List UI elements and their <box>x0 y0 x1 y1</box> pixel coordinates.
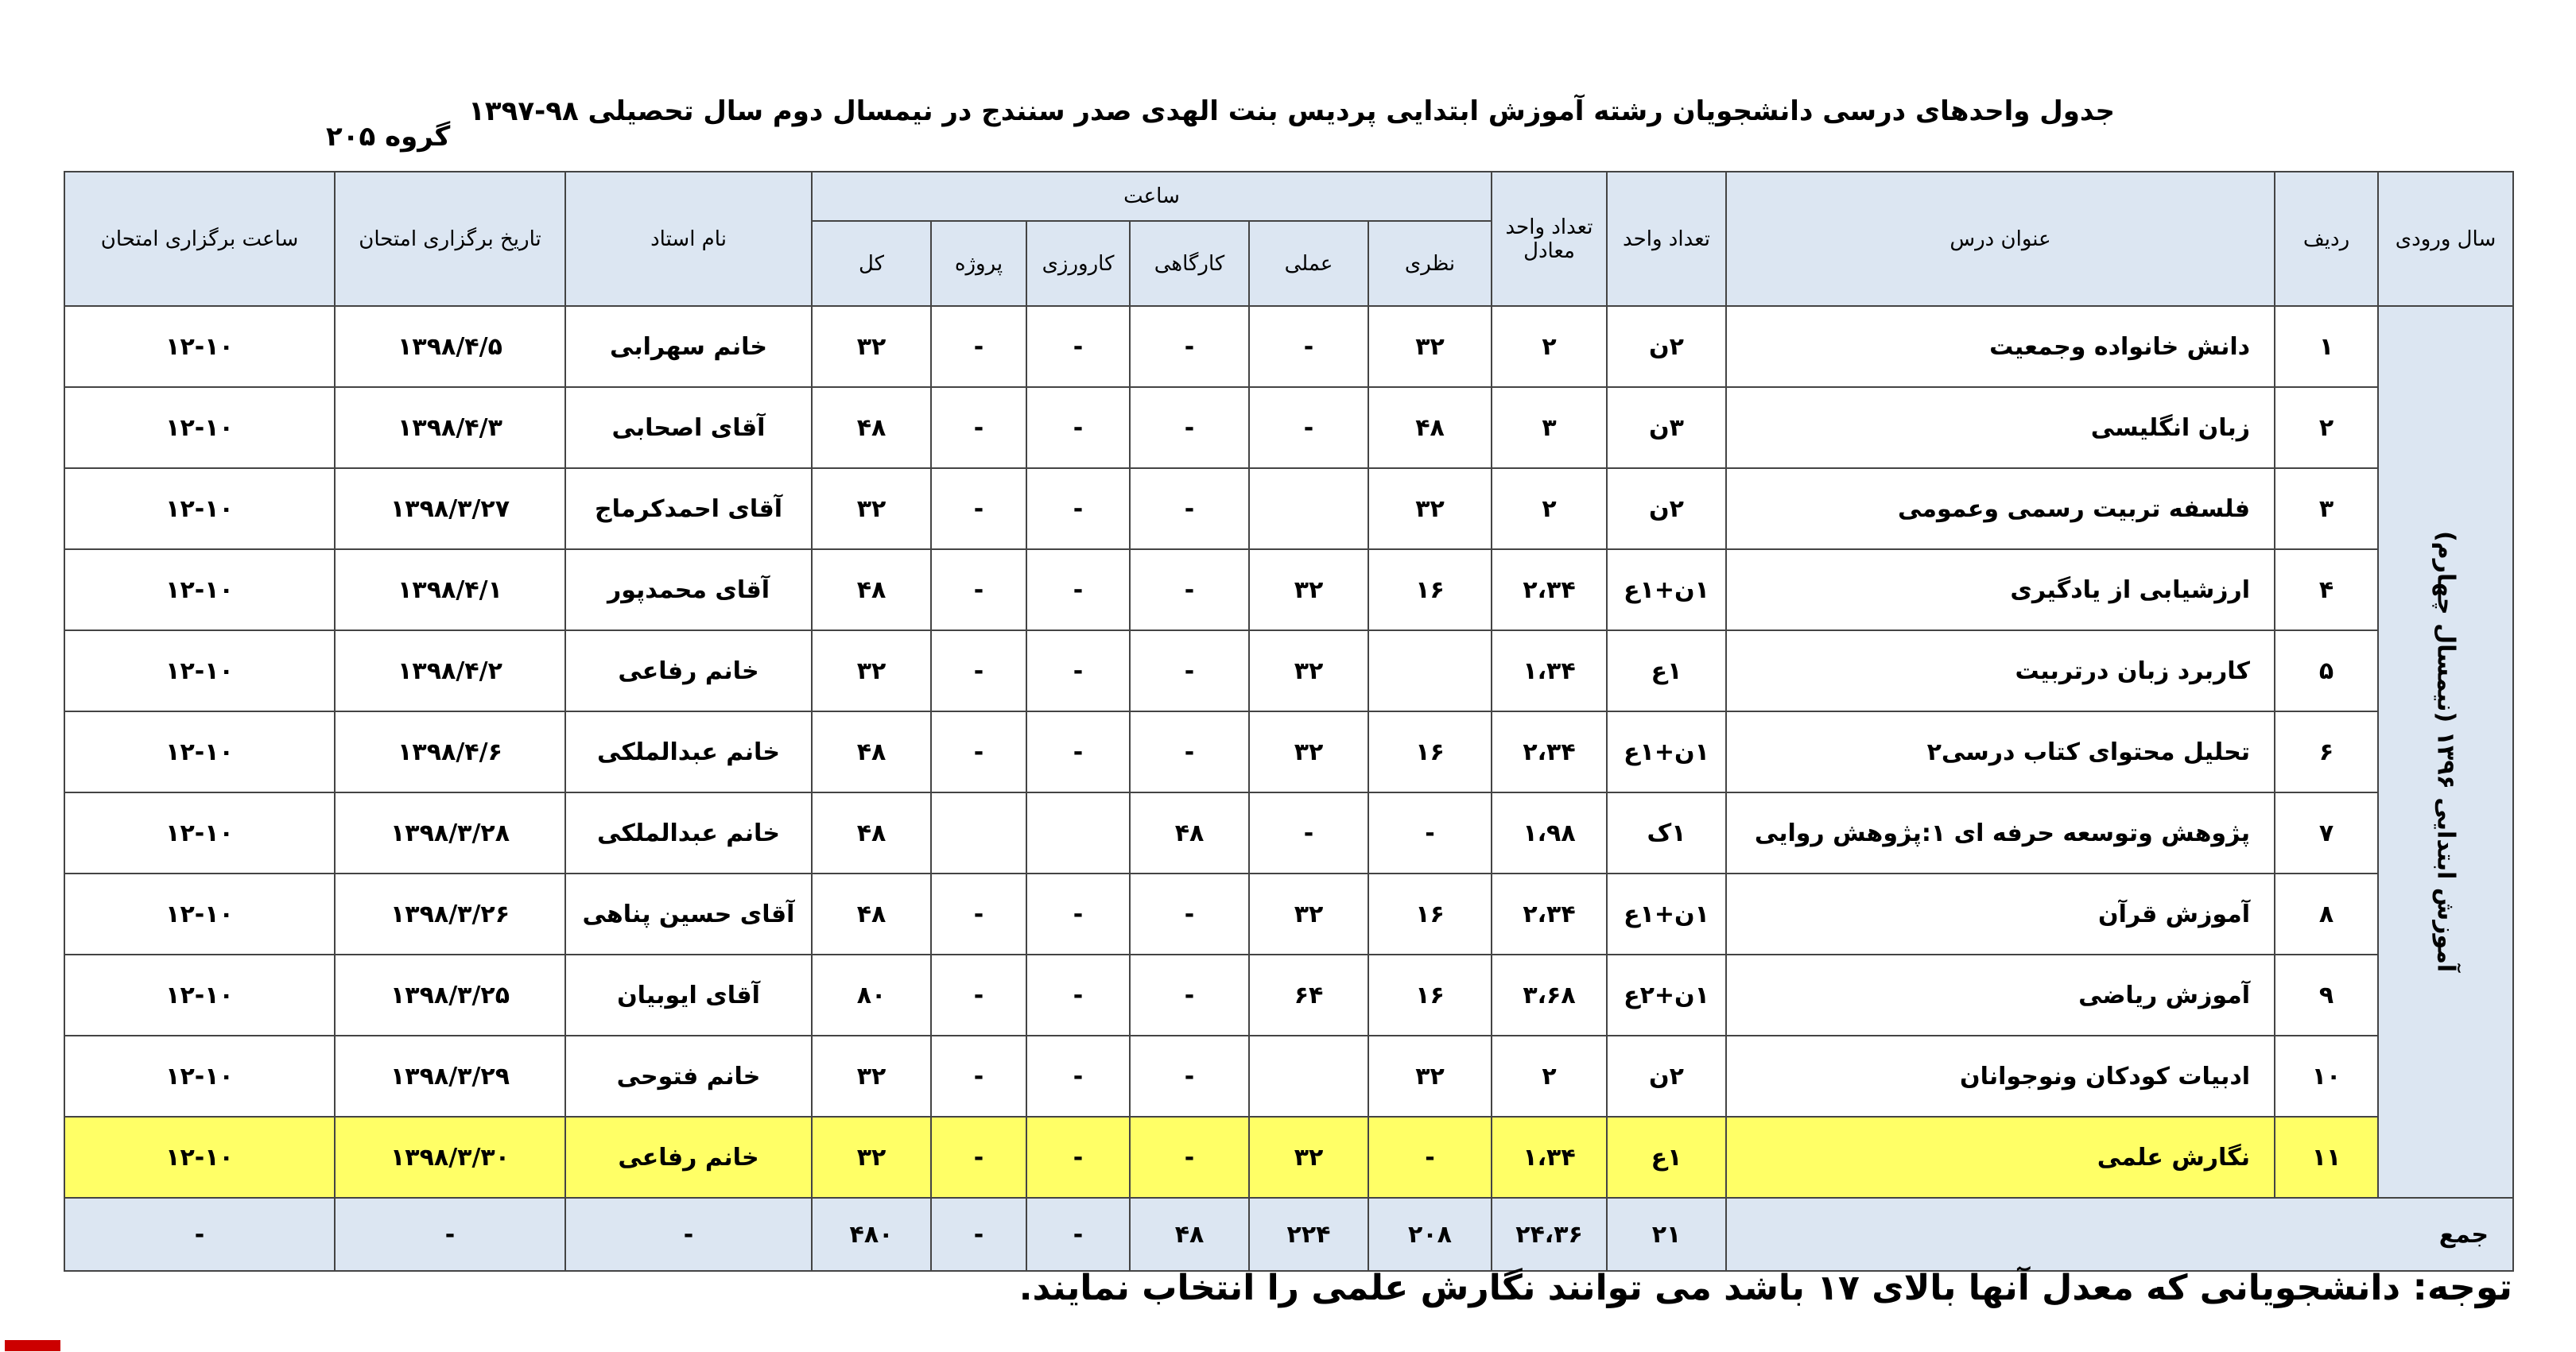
site-logo <box>5 1340 60 1351</box>
units-eq: ۲ <box>1492 1036 1607 1117</box>
course-title: نگارش علمی <box>1726 1117 2275 1198</box>
practical-hours: ۳۲ <box>1249 549 1368 630</box>
units: ۱ک <box>1607 792 1726 874</box>
exam-date: ۱۳۹۸/۴/۱ <box>335 549 565 630</box>
teacher-name: خانم رفاعی <box>565 630 812 711</box>
total-hours: ۸۰ <box>812 955 931 1036</box>
total-hours: ۳۲ <box>812 306 931 387</box>
page-title: جدول واحدهای درسی دانشجویان رشته آموزش ابتدایی پردیس بنت الهدی صدر سنندج در نیمسال دوم سال تحصیلی ۹۸-۱۳۹۷ <box>468 95 2115 127</box>
schedule-table <box>64 171 2514 1272</box>
exam-time: ۱۲-۱۰ <box>64 874 335 955</box>
internship-hours: - <box>1026 387 1130 468</box>
exam-date: ۱۳۹۸/۳/۳۰ <box>335 1117 565 1198</box>
course-title: فلسفه تربیت رسمی وعمومی <box>1726 468 2275 549</box>
course-title: ادبیات کودکان ونوجوانان <box>1726 1036 2275 1117</box>
internship-hours: - <box>1026 1036 1130 1117</box>
total-units: ۲۱ <box>1607 1198 1726 1271</box>
total-hours: ۴۸ <box>812 387 931 468</box>
exam-date: ۱۳۹۸/۳/۲۸ <box>335 792 565 874</box>
project-hours: - <box>931 387 1026 468</box>
internship-hours: - <box>1026 874 1130 955</box>
exam-time: ۱۲-۱۰ <box>64 549 335 630</box>
workshop-hours: - <box>1130 387 1249 468</box>
total-internship: - <box>1026 1198 1130 1271</box>
exam-time: ۱۲-۱۰ <box>64 387 335 468</box>
internship-hours: - <box>1026 630 1130 711</box>
workshop-hours: - <box>1130 955 1249 1036</box>
exam-time: ۱۲-۱۰ <box>64 468 335 549</box>
internship-hours: - <box>1026 1117 1130 1198</box>
course-title: دانش خانواده وجمعیت <box>1726 306 2275 387</box>
practical-hours: - <box>1249 792 1368 874</box>
practical-hours: - <box>1249 387 1368 468</box>
header-hours: ساعت <box>812 172 1492 221</box>
units-eq: ۳،۶۸ <box>1492 955 1607 1036</box>
units: ۱ع <box>1607 1117 1726 1198</box>
units-eq: ۲،۳۴ <box>1492 874 1607 955</box>
row-number: ۸ <box>2275 874 2378 955</box>
row-number: ۹ <box>2275 955 2378 1036</box>
header-units-eq: تعداد واحد معادل <box>1492 172 1607 306</box>
exam-date: ۱۳۹۸/۴/۳ <box>335 387 565 468</box>
practical-hours <box>1249 1036 1368 1117</box>
workshop-hours: - <box>1130 630 1249 711</box>
theory-hours: ۱۶ <box>1368 711 1492 792</box>
table-row <box>64 549 2513 630</box>
exam-date: ۱۳۹۸/۳/۲۷ <box>335 468 565 549</box>
header-theory: نظری <box>1368 221 1492 306</box>
totals-label: جمع <box>1726 1198 2513 1271</box>
workshop-hours: - <box>1130 874 1249 955</box>
note-text: دانشجویانی که معدل آنها بالای ۱۷ باشد می توانند نگارش علمی را انتخاب نمایند. <box>1018 1268 2401 1308</box>
total-total: ۴۸۰ <box>812 1198 931 1271</box>
exam-time: ۱۲-۱۰ <box>64 1036 335 1117</box>
teacher-name: آقای حسین پناهی <box>565 874 812 955</box>
header-units: تعداد واحد <box>1607 172 1726 306</box>
project-hours: - <box>931 711 1026 792</box>
header-practical: عملی <box>1249 221 1368 306</box>
total-time: - <box>64 1198 335 1271</box>
project-hours: - <box>931 468 1026 549</box>
table-row <box>64 874 2513 955</box>
theory-hours: ۱۶ <box>1368 549 1492 630</box>
course-title: ارزشیابی از یادگیری <box>1726 549 2275 630</box>
total-date: - <box>335 1198 565 1271</box>
entry-year-label: آموزش ابتدایی ۱۳۹۶ (نیمسال چهارم) <box>2431 531 2460 973</box>
theory-hours: ۳۲ <box>1368 1036 1492 1117</box>
units-eq: ۲،۳۴ <box>1492 549 1607 630</box>
units-eq: ۳ <box>1492 387 1607 468</box>
row-number: ۱۱ <box>2275 1117 2378 1198</box>
workshop-hours: - <box>1130 1117 1249 1198</box>
units-eq: ۱،۳۴ <box>1492 1117 1607 1198</box>
row-number: ۷ <box>2275 792 2378 874</box>
total-teacher: - <box>565 1198 812 1271</box>
row-number: ۵ <box>2275 630 2378 711</box>
units-eq: ۲ <box>1492 468 1607 549</box>
teacher-name: خانم عبدالملکی <box>565 792 812 874</box>
totals-row <box>64 1198 2513 1271</box>
internship-hours: - <box>1026 468 1130 549</box>
teacher-name: خانم فتوحی <box>565 1036 812 1117</box>
units-eq: ۲ <box>1492 306 1607 387</box>
total-hours: ۴۸ <box>812 711 931 792</box>
units: ۱ن+۱ع <box>1607 549 1726 630</box>
entry-year-cell <box>2378 306 2513 1198</box>
units: ۲ن <box>1607 468 1726 549</box>
table-row <box>64 955 2513 1036</box>
units: ۱ن+۱ع <box>1607 874 1726 955</box>
header-course: عنوان درس <box>1726 172 2275 306</box>
header-year: سال ورودی <box>2378 172 2513 306</box>
units-eq: ۲،۳۴ <box>1492 711 1607 792</box>
exam-time: ۱۲-۱۰ <box>64 1117 335 1198</box>
header-project: پروژه <box>931 221 1026 306</box>
project-hours <box>931 792 1026 874</box>
total-hours: ۴۸ <box>812 874 931 955</box>
note <box>1019 1264 2512 1311</box>
row-number: ۲ <box>2275 387 2378 468</box>
header-workshop: کارگاهی <box>1130 221 1249 306</box>
exam-time: ۱۲-۱۰ <box>64 630 335 711</box>
table-row <box>64 630 2513 711</box>
workshop-hours: - <box>1130 468 1249 549</box>
practical-hours: - <box>1249 306 1368 387</box>
teacher-name: آقای اصحابی <box>565 387 812 468</box>
theory-hours: - <box>1368 1117 1492 1198</box>
teacher-name: آقای محمدپور <box>565 549 812 630</box>
header-total: کل <box>812 221 931 306</box>
units: ۳ن <box>1607 387 1726 468</box>
theory-hours: - <box>1368 792 1492 874</box>
project-hours: - <box>931 306 1026 387</box>
practical-hours: ۳۲ <box>1249 874 1368 955</box>
practical-hours: ۳۲ <box>1249 711 1368 792</box>
total-workshop: ۴۸ <box>1130 1198 1249 1271</box>
exam-date: ۱۳۹۸/۴/۲ <box>335 630 565 711</box>
internship-hours: - <box>1026 549 1130 630</box>
header-exam-time: ساعت برگزاری امتحان <box>64 172 335 306</box>
total-hours: ۴۸ <box>812 549 931 630</box>
table-row <box>64 468 2513 549</box>
project-hours: - <box>931 549 1026 630</box>
internship-hours: - <box>1026 955 1130 1036</box>
workshop-hours: ۴۸ <box>1130 792 1249 874</box>
theory-hours: ۴۸ <box>1368 387 1492 468</box>
practical-hours: ۳۲ <box>1249 1117 1368 1198</box>
total-hours: ۳۲ <box>812 1036 931 1117</box>
theory-hours: ۳۲ <box>1368 306 1492 387</box>
course-title: تحلیل محتوای کتاب درسی۲ <box>1726 711 2275 792</box>
header-exam-date: تاریخ برگزاری امتحان <box>335 172 565 306</box>
table-row <box>64 306 2513 387</box>
course-title: آموزش قرآن <box>1726 874 2275 955</box>
total-practical: ۲۲۴ <box>1249 1198 1368 1271</box>
table-row <box>64 792 2513 874</box>
units: ۱ن+۲ع <box>1607 955 1726 1036</box>
total-project: - <box>931 1198 1026 1271</box>
workshop-hours: - <box>1130 549 1249 630</box>
row-number: ۴ <box>2275 549 2378 630</box>
project-hours: - <box>931 955 1026 1036</box>
header-row: ردیف <box>2275 172 2378 306</box>
units: ۲ن <box>1607 1036 1726 1117</box>
units: ۱ن+۱ع <box>1607 711 1726 792</box>
total-eq: ۲۴،۳۶ <box>1492 1198 1607 1271</box>
table-row <box>64 1036 2513 1117</box>
table-row <box>64 1117 2513 1198</box>
row-number: ۱ <box>2275 306 2378 387</box>
total-theory: ۲۰۸ <box>1368 1198 1492 1271</box>
project-hours: - <box>931 1036 1026 1117</box>
internship-hours <box>1026 792 1130 874</box>
theory-hours <box>1368 630 1492 711</box>
group-label: گروه ۲۰۵ <box>326 121 451 153</box>
exam-time: ۱۲-۱۰ <box>64 792 335 874</box>
exam-date: ۱۳۹۸/۴/۶ <box>335 711 565 792</box>
row-number: ۶ <box>2275 711 2378 792</box>
course-title: کاربرد زبان درتربیت <box>1726 630 2275 711</box>
units: ۱ع <box>1607 630 1726 711</box>
units-eq: ۱،۳۴ <box>1492 630 1607 711</box>
internship-hours: - <box>1026 711 1130 792</box>
exam-date: ۱۳۹۸/۳/۲۶ <box>335 874 565 955</box>
theory-hours: ۳۲ <box>1368 468 1492 549</box>
teacher-name: خانم سهرابی <box>565 306 812 387</box>
teacher-name: خانم رفاعی <box>565 1117 812 1198</box>
exam-time: ۱۲-۱۰ <box>64 955 335 1036</box>
note-label: توجه: <box>2412 1265 2512 1308</box>
exam-time: ۱۲-۱۰ <box>64 711 335 792</box>
header-internship: کارورزی <box>1026 221 1130 306</box>
workshop-hours: - <box>1130 1036 1249 1117</box>
workshop-hours: - <box>1130 711 1249 792</box>
total-hours: ۴۸ <box>812 792 931 874</box>
teacher-name: آقای ایوبیان <box>565 955 812 1036</box>
row-number: ۱۰ <box>2275 1036 2378 1117</box>
project-hours: - <box>931 1117 1026 1198</box>
workshop-hours: - <box>1130 306 1249 387</box>
internship-hours: - <box>1026 306 1130 387</box>
units-eq: ۱،۹۸ <box>1492 792 1607 874</box>
course-title: زبان انگلیسی <box>1726 387 2275 468</box>
theory-hours: ۱۶ <box>1368 874 1492 955</box>
exam-time: ۱۲-۱۰ <box>64 306 335 387</box>
project-hours: - <box>931 874 1026 955</box>
units: ۲ن <box>1607 306 1726 387</box>
practical-hours: ۳۲ <box>1249 630 1368 711</box>
teacher-name: آقای احمدکرماج <box>565 468 812 549</box>
course-title: آموزش ریاضی <box>1726 955 2275 1036</box>
practical-hours <box>1249 468 1368 549</box>
teacher-name: خانم عبدالملکی <box>565 711 812 792</box>
header-teacher: نام استاد <box>565 172 812 306</box>
exam-date: ۱۳۹۸/۴/۵ <box>335 306 565 387</box>
total-hours: ۳۲ <box>812 630 931 711</box>
exam-date: ۱۳۹۸/۳/۲۹ <box>335 1036 565 1117</box>
theory-hours: ۱۶ <box>1368 955 1492 1036</box>
course-title: پژوهش وتوسعه حرفه ای ۱:پژوهش روایی <box>1726 792 2275 874</box>
total-hours: ۳۲ <box>812 468 931 549</box>
total-hours: ۳۲ <box>812 1117 931 1198</box>
project-hours: - <box>931 630 1026 711</box>
table-row <box>64 387 2513 468</box>
row-number: ۳ <box>2275 468 2378 549</box>
table-row <box>64 711 2513 792</box>
practical-hours: ۶۴ <box>1249 955 1368 1036</box>
exam-date: ۱۳۹۸/۳/۲۵ <box>335 955 565 1036</box>
